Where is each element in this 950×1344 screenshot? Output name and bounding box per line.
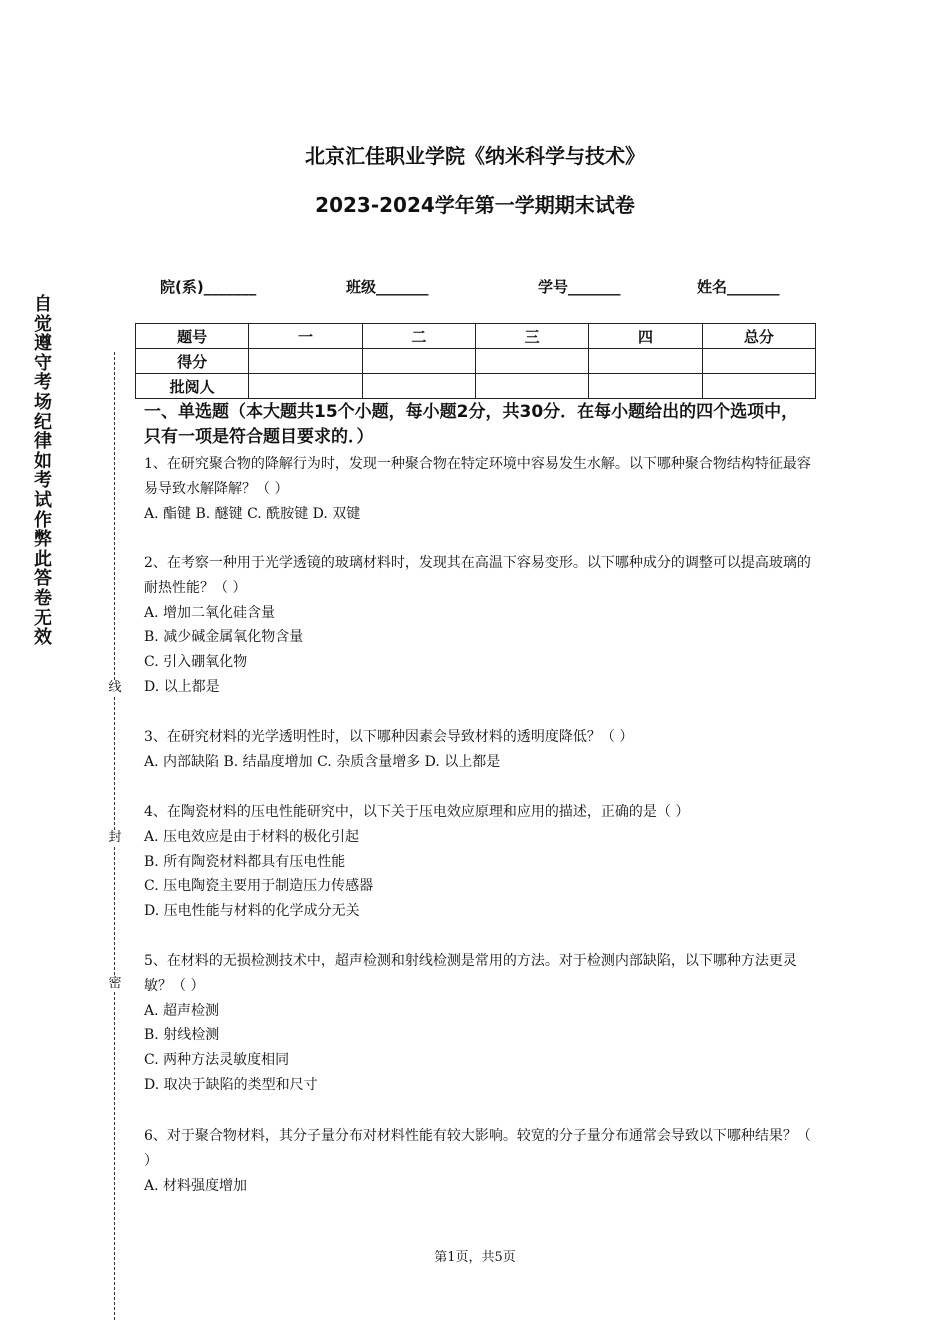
score-table-header-row [136,324,816,349]
department-field: 院(系)_______ [160,278,257,296]
score-cell [475,349,588,374]
score-cell [702,349,815,374]
question-3 [144,725,814,775]
page-footer: 第1页，共5页 [434,1250,516,1265]
question-option: C. 引入硼氧化物 [144,654,248,671]
question-option: D. 取决于缺陷的类型和尺寸 [144,1076,318,1093]
header-cell: 三 [475,324,588,349]
question-option: B. 减少碱金属氧化物含量 [144,629,304,646]
question-option: A. 增加二氧化硅含量 [144,604,276,621]
grader-cell [249,374,362,399]
row-label: 得分 [136,349,249,374]
question-option: C. 两种方法灵敏度相同 [144,1052,290,1069]
question-5 [144,949,814,1098]
grader-cell [362,374,475,399]
header-cell: 一 [249,324,362,349]
question-option: D. 压电性能与材料的化学成分无关 [144,903,360,920]
row-label: 批阅人 [136,374,249,399]
question-6 [144,1124,814,1198]
header-cell: 四 [589,324,702,349]
grader-cell [475,374,588,399]
question-option: A. 酯键 B. 醚键 C. 酰胺键 D. 双键 [144,505,361,522]
score-cell [589,349,702,374]
section-heading: 一、单选题（本大题共15个小题，每小题2分，共30分．在每小题给出的四个选项中，只有一项是符合题目要求的．） [144,402,799,447]
question-stem: 2、在考察一种用于光学透镜的玻璃材料时，发现其在高温下容易变形。以下哪种成分的调整可以提高玻璃的耐热性能？（ ） [144,555,811,596]
question-option: A. 超声检测 [144,1002,220,1019]
question-option: A. 压电效应是由于材料的极化引起 [144,828,360,845]
binding-mark-seal: 封 [106,830,124,846]
score-row [136,349,816,374]
class-field: 班级_______ [346,278,429,296]
name-field: 姓名_______ [697,278,780,296]
question-option: A. 内部缺陷 B. 结晶度增加 C. 杂质含量增多 D. 以上都是 [144,753,501,770]
binding-mark-secret: 密 [106,976,124,992]
exam-title: 北京汇佳职业学院《纳米科学与技术》 [305,144,645,168]
score-cell [249,349,362,374]
question-stem: 4、在陶瓷材料的压电性能研究中，以下关于压电效应原理和应用的描述，正确的是（ ） [144,804,690,820]
question-2 [144,551,814,700]
header-cell: 题号 [136,324,249,349]
question-1 [144,452,814,526]
binding-mark-line: 线 [106,680,124,696]
question-option: C. 压电陶瓷主要用于制造压力传感器 [144,878,374,895]
student-number-field: 学号_______ [538,278,621,296]
question-option: B. 所有陶瓷材料都具有压电性能 [144,853,346,870]
question-option: A. 材料强度增加 [144,1177,248,1194]
question-stem: 5、在材料的无损检测技术中，超声检测和射线检测是常用的方法。对于检测内部缺陷，以下哪种方法更灵敏？（ ） [144,953,797,994]
question-4 [144,800,814,924]
question-stem: 1、在研究聚合物的降解行为时，发现一种聚合物在特定环境中容易发生水解。以下哪种聚合物结构特征最容易导致水解降解？（ ） [144,456,811,497]
grader-cell [589,374,702,399]
header-cell: 二 [362,324,475,349]
grader-cell [702,374,815,399]
question-option: D. 以上都是 [144,678,220,695]
score-table [135,323,816,399]
exam-rules-notice: 自觉遵守考场纪律如考试作弊此答卷无效 [34,294,52,649]
question-stem: 6、对于聚合物材料，其分子量分布对材料性能有较大影响。较宽的分子量分布通常会导致以下哪种结果？（ ） [144,1128,811,1169]
question-option: B. 射线检测 [144,1027,220,1044]
grader-row [136,374,816,399]
header-cell: 总分 [702,324,815,349]
exam-subtitle: 2023-2024学年第一学期期末试卷 [315,193,635,217]
score-cell [362,349,475,374]
question-stem: 3、在研究材料的光学透明性时，以下哪种因素会导致材料的透明度降低？（ ） [144,729,634,745]
